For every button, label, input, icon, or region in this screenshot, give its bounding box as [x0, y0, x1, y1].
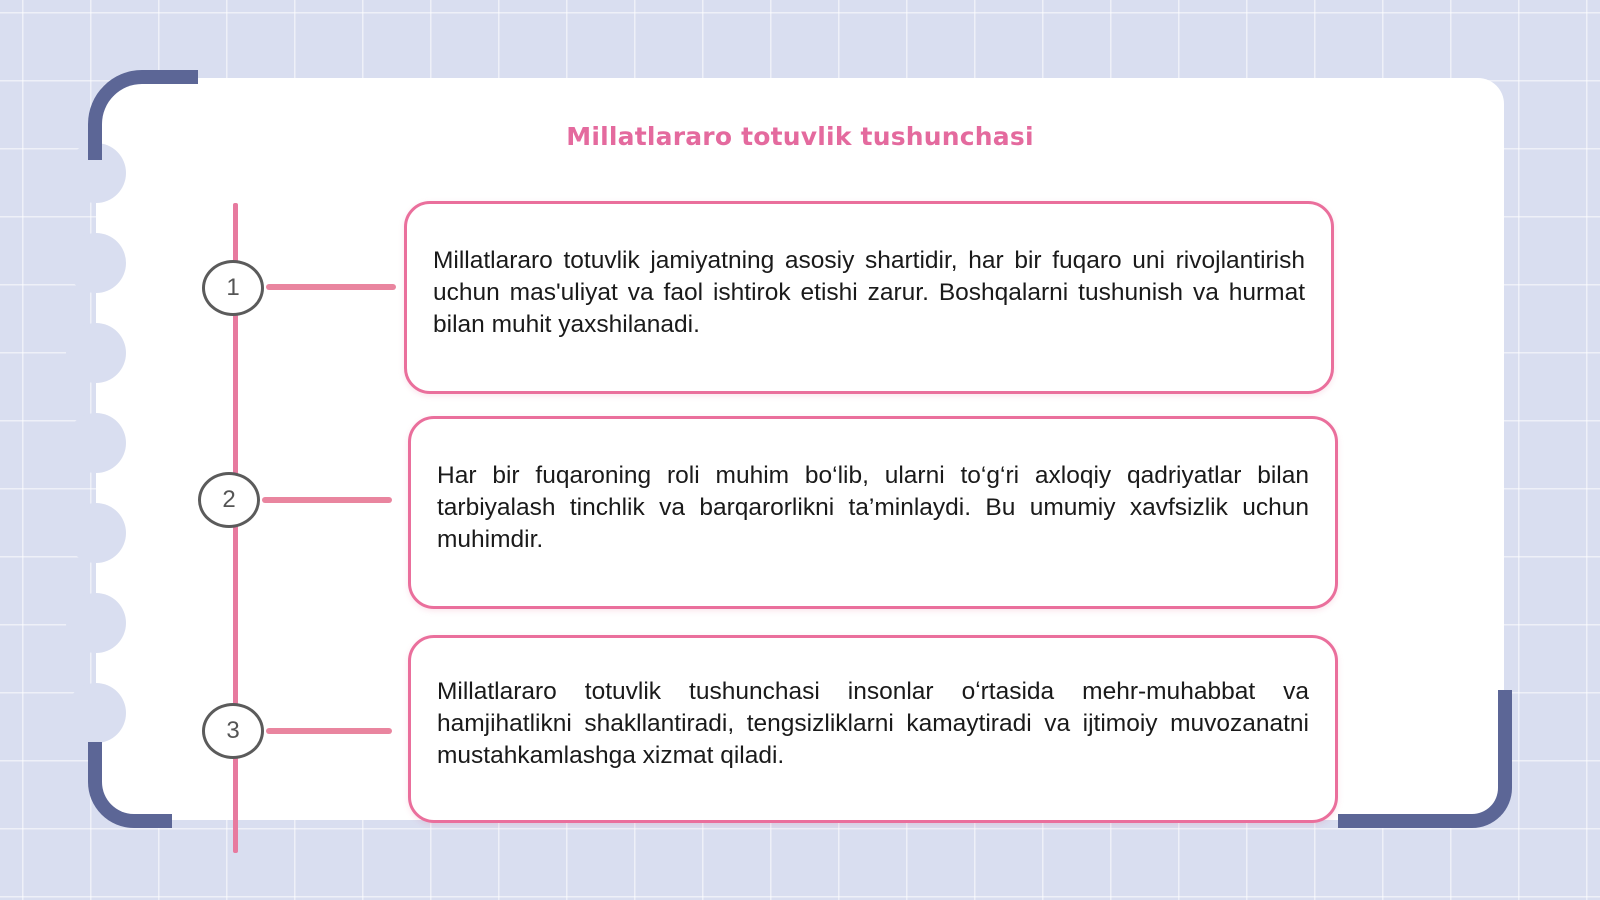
frame-corner-bottom-left: [88, 742, 172, 828]
page-scallop: [66, 683, 126, 743]
step-3-number: 3: [202, 703, 264, 759]
step-1-number: 1: [202, 260, 264, 316]
step-3-card: [408, 635, 1338, 823]
slide-title: Millatlararo totuvlik tushunchasi: [566, 122, 1034, 151]
step-3-text: Millatlararo totuvlik tushunchasi insonlar oʻrtasida mehr-muhabbat va hamjihatlikni shakllantiradi, tengsizliklarni kamaytiradi va ijtimoiy muvozanatni mustahkamlashga xizmat qiladi.: [437, 678, 1309, 769]
step-1-text: Millatlararo totuvlik jamiyatning asosiy shartidir, har bir fuqaro uni rivojlantirish uchun mas'uliyat va faol ishtirok etishi zarur. Boshqalarni tushunish va hurmat bilan muhit yaxshilanadi.: [433, 246, 1305, 338]
step-1-connector: [266, 284, 396, 290]
step-2-text: Har bir fuqaroning roli muhim bo‘lib, ularni to‘g‘ri axloqiy qadriyatlar bilan tarbiyalash tinchlik va barqarorlikni ta’minlaydi. Bu umumiy xavfsizlik uchun muhimdir.: [437, 461, 1309, 553]
page-scallop: [66, 593, 126, 653]
page-scallop: [66, 233, 126, 293]
frame-corner-bottom-right: [1338, 690, 1512, 828]
page-scallop: [66, 323, 126, 383]
step-2-number: 2: [198, 472, 260, 528]
step-2-connector: [262, 497, 392, 503]
page-scallop: [66, 503, 126, 563]
step-3-connector: [266, 728, 392, 734]
step-1-card: [404, 201, 1334, 394]
step-2-card: [408, 416, 1338, 609]
page-scallop: [66, 413, 126, 473]
